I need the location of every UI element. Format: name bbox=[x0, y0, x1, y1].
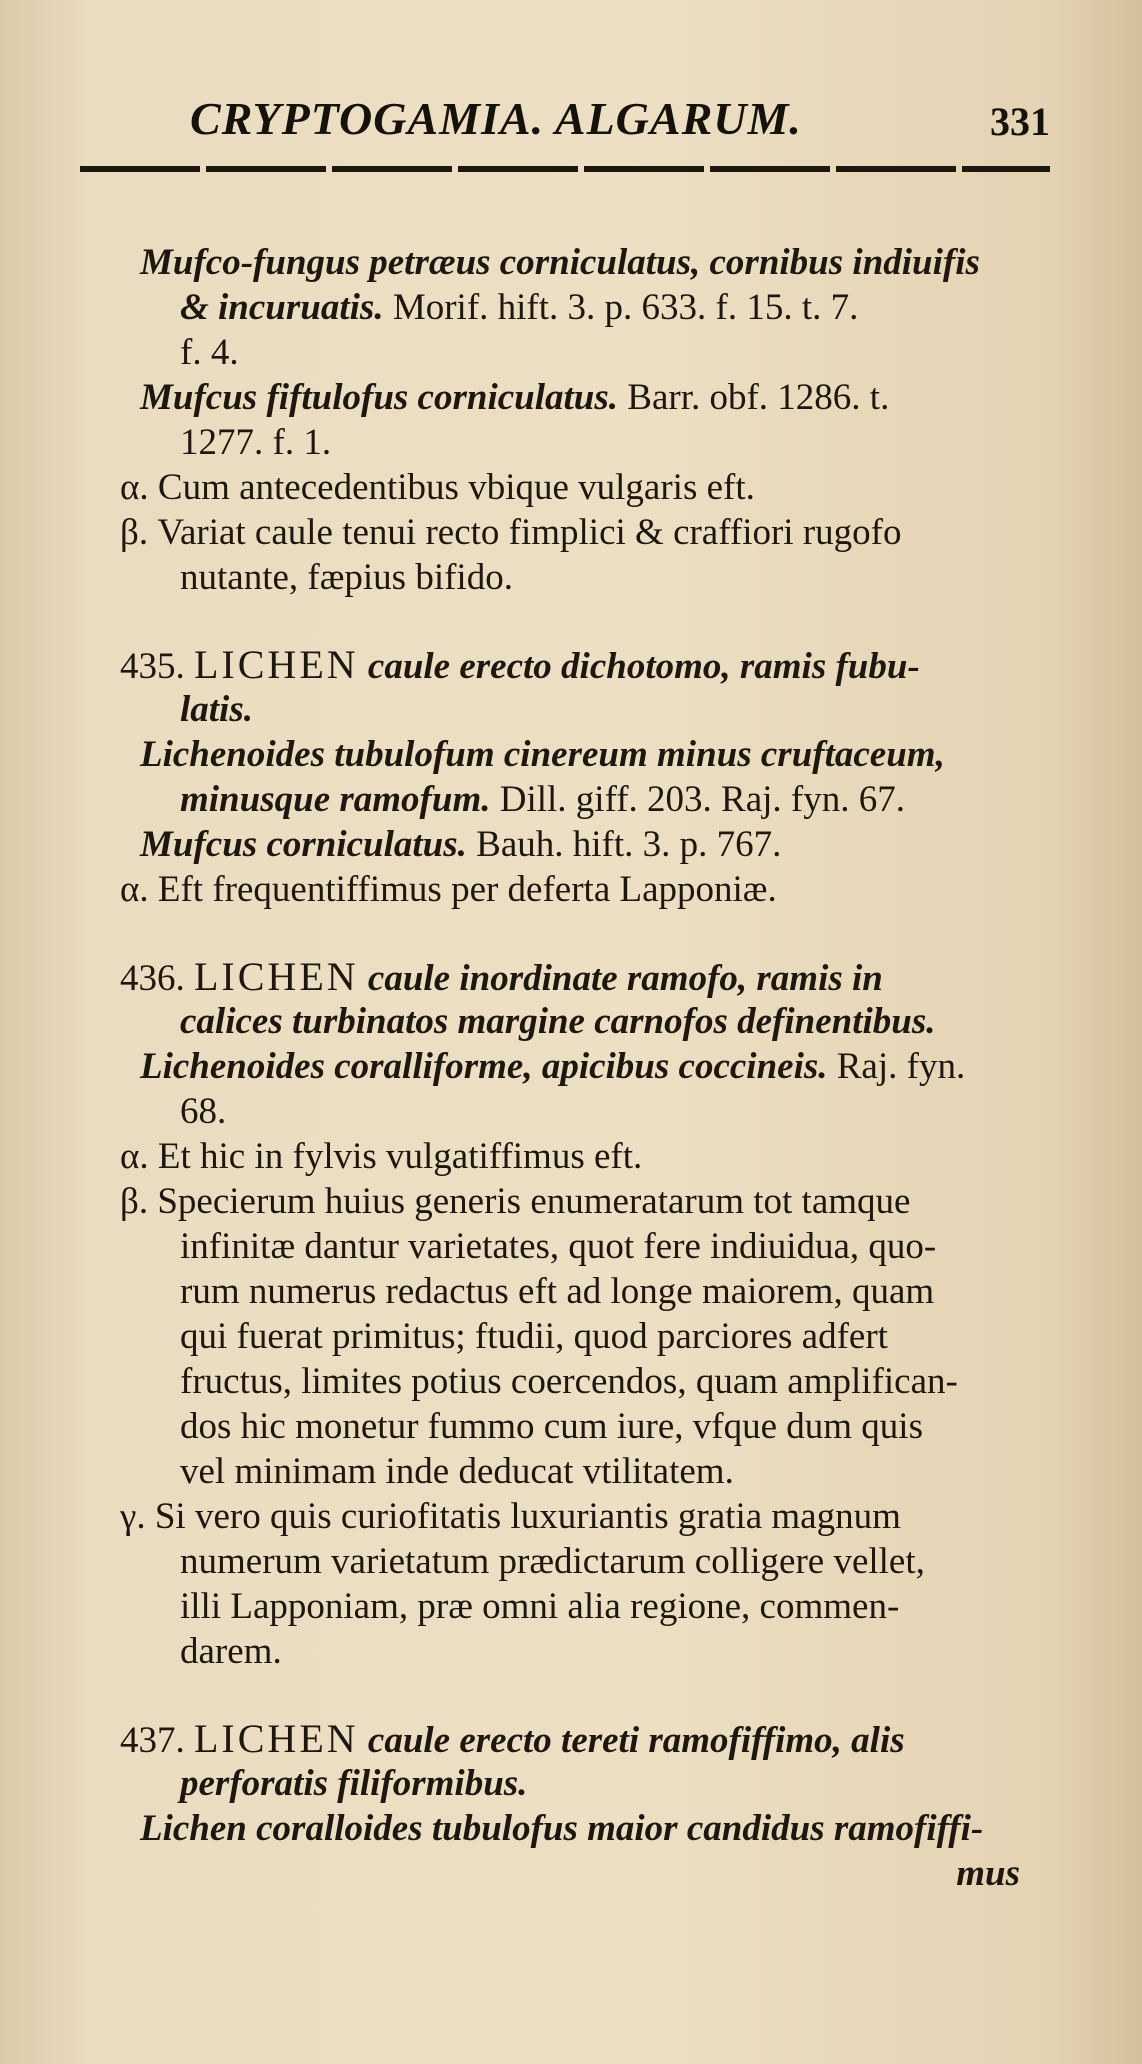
text-run: perforatis filiformibus. bbox=[180, 1763, 528, 1804]
text-line bbox=[120, 867, 1080, 912]
text-run: Lichenoides coralliforme, apicibus coccineis. bbox=[140, 1046, 828, 1087]
text-line bbox=[120, 954, 1080, 999]
text-run: minusque ramofum. bbox=[180, 779, 491, 820]
text-run: numerum varietatum prædictarum colligere vellet, bbox=[180, 1541, 925, 1582]
text-run: α. Eft frequentiffimus per deferta Lapponiæ. bbox=[120, 869, 777, 910]
paragraph-gap bbox=[120, 912, 1080, 954]
text-run: α. Cum antecedentibus vbique vulgaris eft. bbox=[120, 467, 755, 508]
text-run: mus bbox=[956, 1853, 1020, 1894]
text-line bbox=[120, 1224, 1080, 1269]
text-run: caule erecto tereti ramofiffimo, alis bbox=[358, 1720, 905, 1761]
entry-number: 436. bbox=[120, 958, 194, 999]
text-line bbox=[120, 1359, 1080, 1404]
text-run: Lichenoides tubulofum cinereum minus cruftaceum, bbox=[140, 734, 945, 775]
text-run: Lichen coralloides tubulofus maior candidus ramofiffi- bbox=[140, 1808, 984, 1849]
text-line bbox=[120, 822, 1080, 867]
text-run: 68. bbox=[180, 1091, 227, 1132]
text-line bbox=[120, 999, 1080, 1044]
text-run: calices turbinatos margine carnofos definentibus. bbox=[180, 1001, 936, 1042]
body-text bbox=[120, 240, 1080, 1896]
text-run: γ. Si vero quis curiofitatis luxuriantis gratia magnum bbox=[120, 1496, 901, 1537]
header-rule bbox=[80, 166, 1050, 172]
text-line bbox=[120, 1629, 1080, 1674]
text-run: nutante, fæpius bifido. bbox=[180, 557, 513, 598]
text-run: α. Et hic in fylvis vulgatiffimus eft. bbox=[120, 1136, 643, 1177]
text-run: & incuruatis. bbox=[180, 287, 384, 328]
text-line bbox=[120, 555, 1080, 600]
text-run: Morif. hift. 3. p. 633. f. 15. t. 7. bbox=[383, 287, 859, 328]
text-line bbox=[120, 1539, 1080, 1584]
paragraph-gap bbox=[120, 600, 1080, 642]
text-run: fructus, limites potius coercendos, quam amplifican- bbox=[180, 1361, 958, 1402]
text-run: Mufcus corniculatus. bbox=[140, 824, 467, 865]
page-header bbox=[190, 92, 1050, 152]
page-number: 331 bbox=[990, 99, 1050, 144]
paragraph-gap bbox=[120, 1674, 1080, 1716]
text-run: qui fuerat primitus; ftudii, quod parciores adfert bbox=[180, 1316, 888, 1357]
text-line bbox=[120, 1761, 1080, 1806]
genus-name: LICHEN bbox=[194, 1716, 359, 1761]
text-run: Bauh. hift. 3. p. 767. bbox=[466, 824, 782, 865]
text-line bbox=[120, 1851, 1080, 1896]
text-run: 1277. f. 1. bbox=[180, 422, 332, 463]
text-run: Barr. obf. 1286. t. bbox=[618, 377, 890, 418]
text-line bbox=[120, 1314, 1080, 1359]
text-run: caule erecto dichotomo, ramis fubu- bbox=[358, 646, 920, 687]
genus-name: LICHEN bbox=[194, 954, 359, 999]
text-run: Raj. fyn. bbox=[827, 1046, 966, 1087]
text-line bbox=[120, 732, 1080, 777]
text-line bbox=[120, 1806, 1080, 1851]
text-line bbox=[120, 642, 1080, 687]
text-line bbox=[120, 510, 1080, 555]
text-line bbox=[120, 1494, 1080, 1539]
text-run: latis. bbox=[180, 689, 253, 730]
text-run: β. Specierum huius generis enumeratarum tot tamque bbox=[120, 1181, 911, 1222]
text-line bbox=[120, 1716, 1080, 1761]
text-line bbox=[120, 375, 1080, 420]
text-run: rum numerus redactus eft ad longe maiorem, quam bbox=[180, 1271, 935, 1312]
running-title: CRYPTOGAMIA. ALGARUM. bbox=[190, 93, 802, 144]
text-run: darem. bbox=[180, 1631, 282, 1672]
text-run: illi Lapponiam, præ omni alia regione, commen- bbox=[180, 1586, 900, 1627]
entry-number: 435. bbox=[120, 646, 194, 687]
text-run: f. 4. bbox=[180, 332, 239, 373]
text-run: vel minimam inde deducat vtilitatem. bbox=[180, 1451, 734, 1492]
text-line bbox=[120, 1089, 1080, 1134]
text-line bbox=[120, 777, 1080, 822]
text-line bbox=[120, 1404, 1080, 1449]
text-line bbox=[120, 1179, 1080, 1224]
text-run: dos hic monetur fummo cum iure, vfque dum quis bbox=[180, 1406, 923, 1447]
text-run: β. Variat caule tenui recto fimplici & craffiori rugofo bbox=[120, 512, 902, 553]
text-line bbox=[120, 240, 1080, 285]
genus-name: LICHEN bbox=[194, 642, 359, 687]
text-run: Mufco-fungus petræus corniculatus, cornibus indiuifis bbox=[140, 242, 980, 283]
text-line bbox=[120, 465, 1080, 510]
text-line bbox=[120, 1584, 1080, 1629]
text-line bbox=[120, 1269, 1080, 1314]
text-line bbox=[120, 420, 1080, 465]
text-line bbox=[120, 1134, 1080, 1179]
text-run: Mufcus fiftulofus corniculatus. bbox=[140, 377, 619, 418]
text-run: infinitæ dantur varietates, quot fere indiuidua, quo- bbox=[180, 1226, 937, 1267]
text-run: caule inordinate ramofo, ramis in bbox=[358, 958, 883, 999]
text-line bbox=[120, 1449, 1080, 1494]
text-line bbox=[120, 687, 1080, 732]
text-line bbox=[120, 1044, 1080, 1089]
text-run: Dill. giff. 203. Raj. fyn. 67. bbox=[490, 779, 905, 820]
text-line bbox=[120, 330, 1080, 375]
entry-number: 437. bbox=[120, 1720, 194, 1761]
text-line bbox=[120, 285, 1080, 330]
